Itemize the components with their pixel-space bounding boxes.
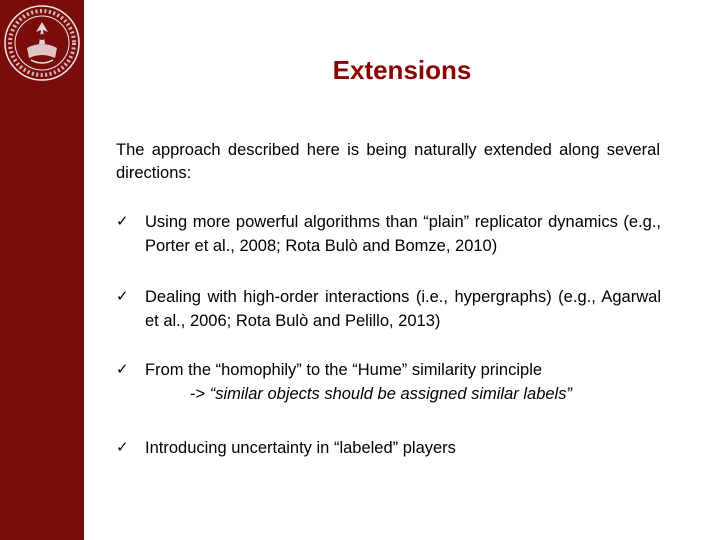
checkmark-icon: ✓ [116,361,129,378]
bullet-item [116,285,661,333]
checkmark-icon: ✓ [116,439,129,456]
bullet-item [116,210,661,258]
university-seal-icon [3,4,81,82]
principle-text: “similar objects should be assigned similar labels” [209,385,572,403]
principle-quote [190,382,661,406]
checkmark-icon: ✓ [116,288,129,305]
arrow-prefix: -> [190,385,210,403]
bullet-text: Using more powerful algorithms than “plain” replicator dynamics (e.g., Porter et al., 2008; Rota Bulò and Bomze, 2010) [145,213,661,255]
slide-title: Extensions [332,55,472,85]
sidebar-band [0,0,84,540]
bullet-text: From the “homophily” to the “Hume” similarity principle [145,361,543,379]
bullet-text: Introducing uncertainty in “labeled” players [145,439,456,457]
bullet-text: Dealing with high-order interactions (i.e., hypergraphs) (e.g., Agarwal et al., 2006; Rota Bulò and Pelillo, 2013) [145,288,661,330]
bullet-item [116,436,661,460]
bullet-item [116,358,661,406]
intro-paragraph: The approach described here is being naturally extended along several directions: [116,141,660,182]
checkmark-icon: ✓ [116,213,129,230]
